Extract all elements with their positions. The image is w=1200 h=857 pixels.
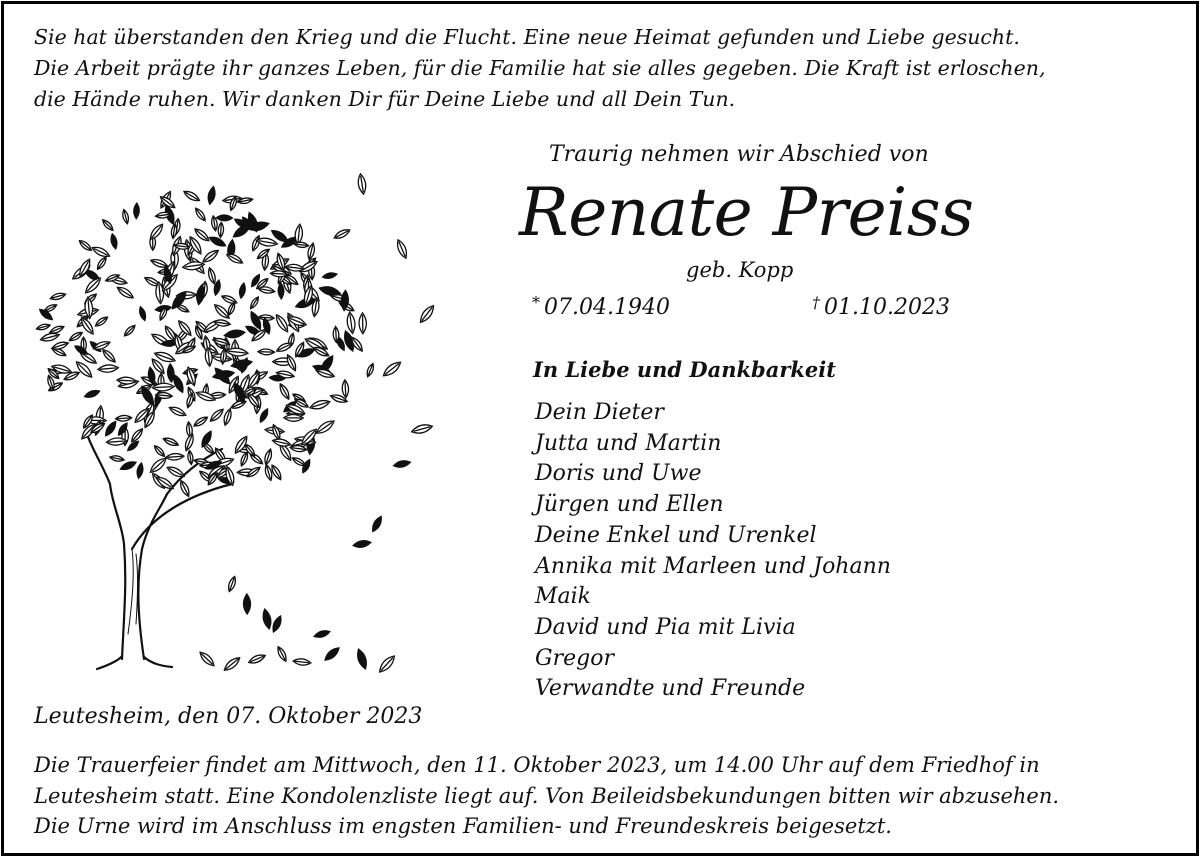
leaf-mark (101, 218, 115, 232)
leaf-mark (36, 323, 51, 331)
leaf-mark (271, 615, 284, 633)
leaf-mark (166, 453, 185, 461)
mourner-entry: Jürgen und Ellen (535, 492, 724, 518)
leaf-mark (208, 235, 227, 249)
leaf-mark (84, 389, 101, 400)
service-line: Die Trauerfeier findet am Mittwoch, den 11. Oktober 2023, um 14.00 Uhr auf dem Friedhof in (34, 753, 1040, 777)
leaf-mark (50, 292, 67, 302)
mourner-entry: Maik (535, 584, 592, 610)
leaf-mark (258, 408, 270, 424)
mourner-entry: Jutta und Martin (535, 430, 722, 456)
leaf-mark (208, 407, 225, 423)
mourner-entry: Gregor (535, 645, 614, 671)
leaf-mark (115, 415, 131, 422)
mourner-entry: Deine Enkel und Urenkel (535, 522, 817, 548)
leaf-mark (43, 303, 58, 314)
mourner-entry: David und Pia mit Livia (535, 614, 796, 640)
birth-date (532, 293, 670, 320)
leaf-mark (109, 455, 124, 463)
leaf-mark (227, 575, 238, 592)
leaf-mark (153, 444, 167, 458)
leaf-mark (355, 648, 369, 670)
leaf-mark (78, 239, 93, 253)
leaf-mark (170, 224, 177, 239)
leaf-mark (365, 363, 375, 378)
death-date-value: 01.10.2023 (824, 295, 950, 320)
service-line: Die Urne wird im Anschluss im engsten Familien- und Freundeskreis beigesetzt. (34, 814, 892, 838)
leaf-mark (309, 398, 331, 411)
leaf-mark (110, 233, 119, 249)
leaf-mark (248, 653, 267, 666)
leaf-mark (261, 608, 272, 629)
windswept-tree-icon (32, 164, 452, 684)
mourner-entry: Annika mit Marleen und Johann (535, 553, 891, 579)
leaf-mark (182, 189, 201, 203)
leaf-mark (359, 313, 367, 334)
leaf-mark (94, 315, 109, 328)
intro-line: Die Arbeit prägte ihr ganzes Leben, für die Familie hat sie alles gegeben. Die Kraft ist erloschen, (34, 56, 1046, 80)
farewell-lead: Traurig nehmen wir Abschied von (549, 142, 929, 167)
leaf-mark (249, 296, 261, 310)
leaf-mark (185, 392, 194, 408)
leaf-mark (258, 349, 275, 355)
birth-symbol: * (532, 293, 540, 312)
leaf-mark (98, 364, 119, 373)
leaf-mark (221, 294, 238, 306)
leaf-mark (333, 326, 339, 342)
service-line: Leutesheim statt. Eine Kondolenzliste liegt auf. Von Beileidsbekundungen bitten wir abzusehen. (34, 783, 1060, 808)
leaf-mark (239, 451, 249, 467)
leaf-mark (207, 267, 218, 285)
leaf-mark (278, 382, 292, 400)
leaf-mark (187, 450, 194, 465)
leaf-mark (123, 324, 137, 338)
mourner-entry: Doris und Uwe (535, 461, 702, 487)
obituary-frame (1, 1, 1199, 856)
leaf-mark (293, 658, 311, 666)
leaf-mark (148, 222, 165, 241)
leaf-mark (162, 436, 179, 448)
leaf-mark (218, 222, 224, 237)
leaf-mark (278, 283, 284, 299)
leaf-mark (136, 462, 144, 478)
leaf-mark (198, 650, 217, 668)
birth-date-value: 07.04.1940 (544, 295, 670, 320)
leaf-mark (168, 405, 187, 418)
leaf-mark (370, 515, 384, 533)
leaf-mark (276, 645, 289, 662)
leaf-mark (294, 241, 309, 248)
leaf-mark (272, 437, 292, 448)
leaf-mark (353, 539, 372, 548)
deceased-name: Renate Preiss (519, 174, 974, 251)
leaf-mark (115, 285, 135, 301)
leaf-mark (207, 186, 217, 205)
leaf-mark (411, 423, 434, 436)
leaf-mark (178, 479, 191, 497)
leaf-mark (323, 645, 341, 662)
intro-text (34, 22, 1045, 115)
mourner-entry: Verwandte und Freunde (535, 676, 806, 702)
leaf-mark (393, 459, 411, 468)
leaf-mark (103, 420, 118, 438)
leaf-mark (216, 215, 232, 221)
leaf-mark (342, 380, 349, 398)
mourners-heading: In Liebe und Dankbarkeit (533, 357, 836, 382)
leaf-mark (192, 415, 209, 428)
leaf-mark (138, 306, 147, 321)
leaf-mark (91, 245, 111, 259)
leaf-mark (222, 655, 242, 673)
maiden-name: geb. Kopp (686, 258, 794, 282)
place-and-date: Leutesheim, den 07. Oktober 2023 (34, 704, 423, 729)
leaf-mark (193, 207, 207, 223)
leaf-mark (377, 653, 397, 674)
intro-line: Sie hat überstanden den Krieg und die Flucht. Eine neue Heimat gefunden und Liebe gesucht. (34, 25, 1020, 49)
leaf-mark (202, 441, 216, 455)
leaf-mark (381, 359, 403, 378)
leaf-mark (314, 418, 336, 436)
leaf-mark (95, 256, 108, 271)
intro-line: die Hände ruhen. Wir danken Dir für Deine Liebe und all Dein Tun. (34, 87, 736, 111)
leaf-mark (322, 272, 337, 280)
service-notice (34, 750, 1059, 842)
leaf-mark (121, 209, 130, 225)
leaf-mark (418, 303, 437, 324)
leaf-mark (357, 173, 367, 194)
leaf-mark (227, 301, 237, 316)
leaf-mark (243, 594, 250, 614)
leaf-mark (291, 456, 307, 468)
leaf-mark (148, 456, 168, 475)
mourners-list (535, 398, 891, 705)
leaf-mark (225, 252, 244, 266)
leaf-mark (201, 248, 220, 265)
leaf-mark (224, 329, 246, 339)
leaf-mark (313, 629, 330, 639)
mourner-entry: Dein Dieter (535, 400, 664, 425)
leaf-mark (395, 238, 409, 259)
leaf-mark (346, 312, 356, 334)
death-date (812, 293, 950, 320)
leaf-mark (101, 348, 118, 365)
leaf-mark (166, 464, 186, 479)
death-symbol: † (812, 293, 820, 312)
leaf-mark (263, 448, 273, 465)
leaf-mark (222, 408, 233, 426)
leaf-mark (333, 227, 351, 240)
leaf-mark (134, 203, 140, 219)
leaf-mark (238, 283, 246, 299)
